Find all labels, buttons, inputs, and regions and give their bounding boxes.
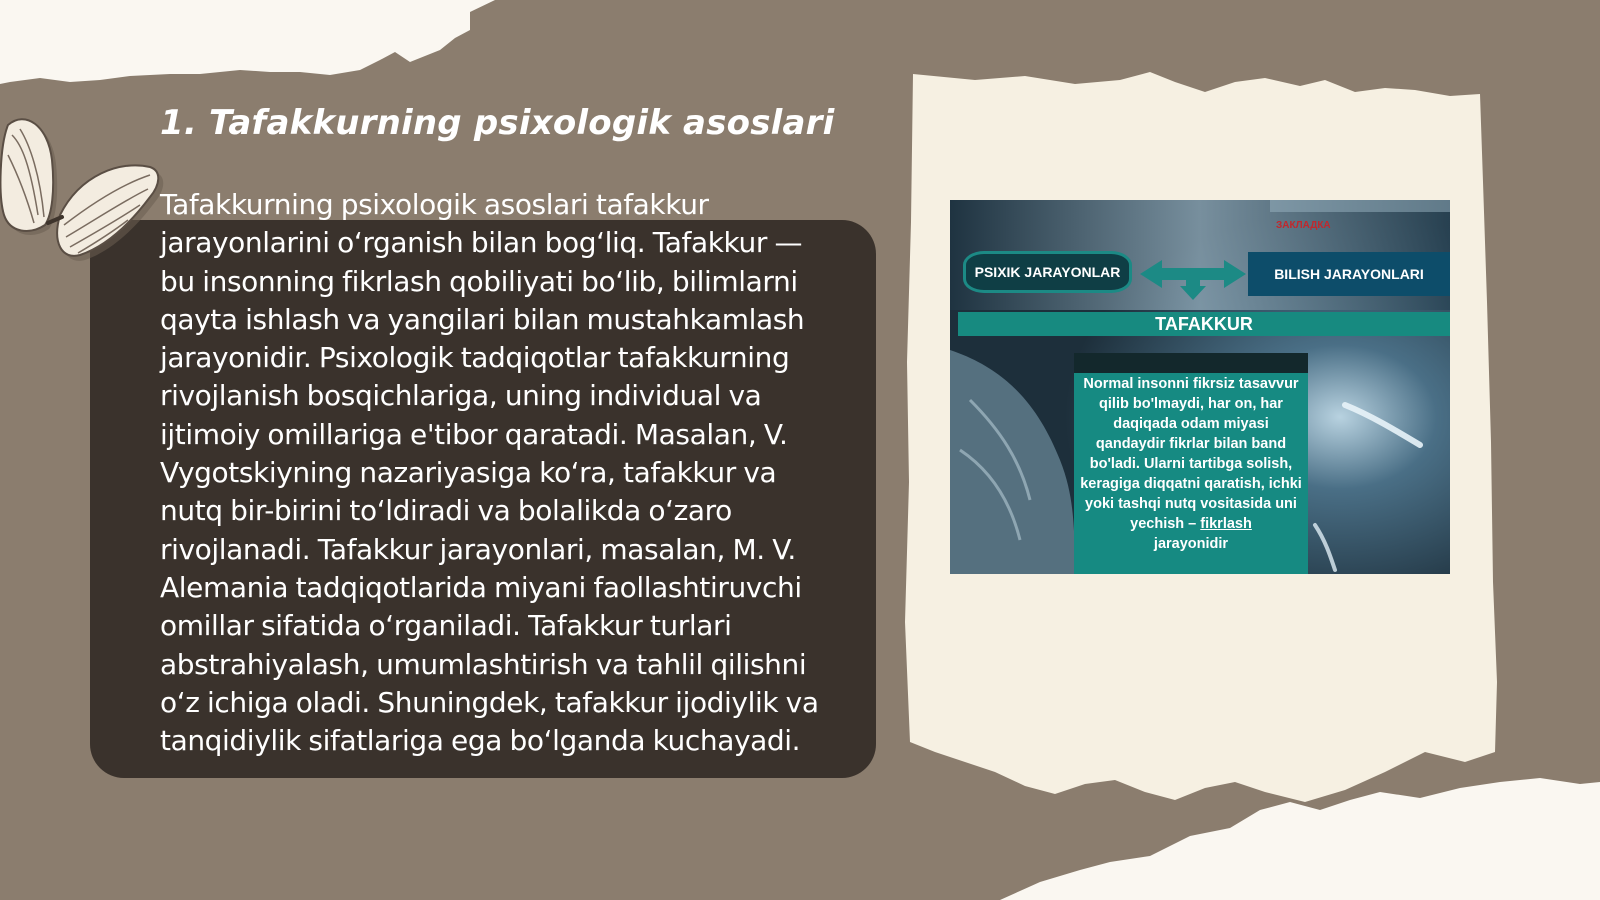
slide-title: 1. Tafakkurning psixologik asoslari [160,103,835,143]
note-end: jarayonidir [1153,536,1229,552]
note-text: Normal insonni fikrsiz tasavvur qilib bo'lmaydi, har on, har daqiqada odam miyasi qandaydir fikrlar bilan band bo'ladi. Ularni tartibga solish, keragiga diqqatni qaratish, ichki yoki tashqi nutq vositasida uni yechish – [1080,376,1302,532]
psixik-jarayonlar-label: PSIXIK JARAYONLAR [963,251,1132,293]
bilish-jarayonlari-label: BILISH JARAYONLARI [1248,252,1450,296]
double-arrow-icon [1140,258,1246,300]
tafakkur-band: TAFAKKUR [958,312,1450,336]
slide-body-text: Tafakkurning psixologik asoslari tafakkur jarayonlarini o‘rganish bilan bog‘liq. Tafakkur — bu insonning fikrlash qobiliyati bo‘lib, bilimlarni qayta ishlash va yangilari bilan mustahkamlash jarayonidir. Psixologik tadqiqotlar tafakkurning rivojlanish bosqichlariga, uning individual va ijtimoiy omillariga e'tibor qaratadi. Masalan, V. Vygotskiyning nazariyasiga ko‘ra, tafakkur va nutq bir-birini to‘ldiradi va bolalikda o‘zaro rivojlanadi. Tafakkur jarayonlari, masalan, M. V. Alemania tadqiqotlarida miyani faollashtiruvchi omillar sifatida o‘rganiladi. Tafakkur turlari abstrahiyalash, umumlashtirish va tahlil qilishni o‘z ichiga oladi. Shuningdek, tafakkur ijodiylik va tanqidiylik sifatlariga ega bo‘lganda kuchayadi. [160,188,819,758]
note-link: fikrlash [1200,516,1252,532]
diagram-top-tag: ЗАКЛАДКА [1276,220,1331,231]
diagram-note [1074,353,1308,574]
butterfly-icon [0,105,170,280]
diagram-image [950,200,1450,574]
